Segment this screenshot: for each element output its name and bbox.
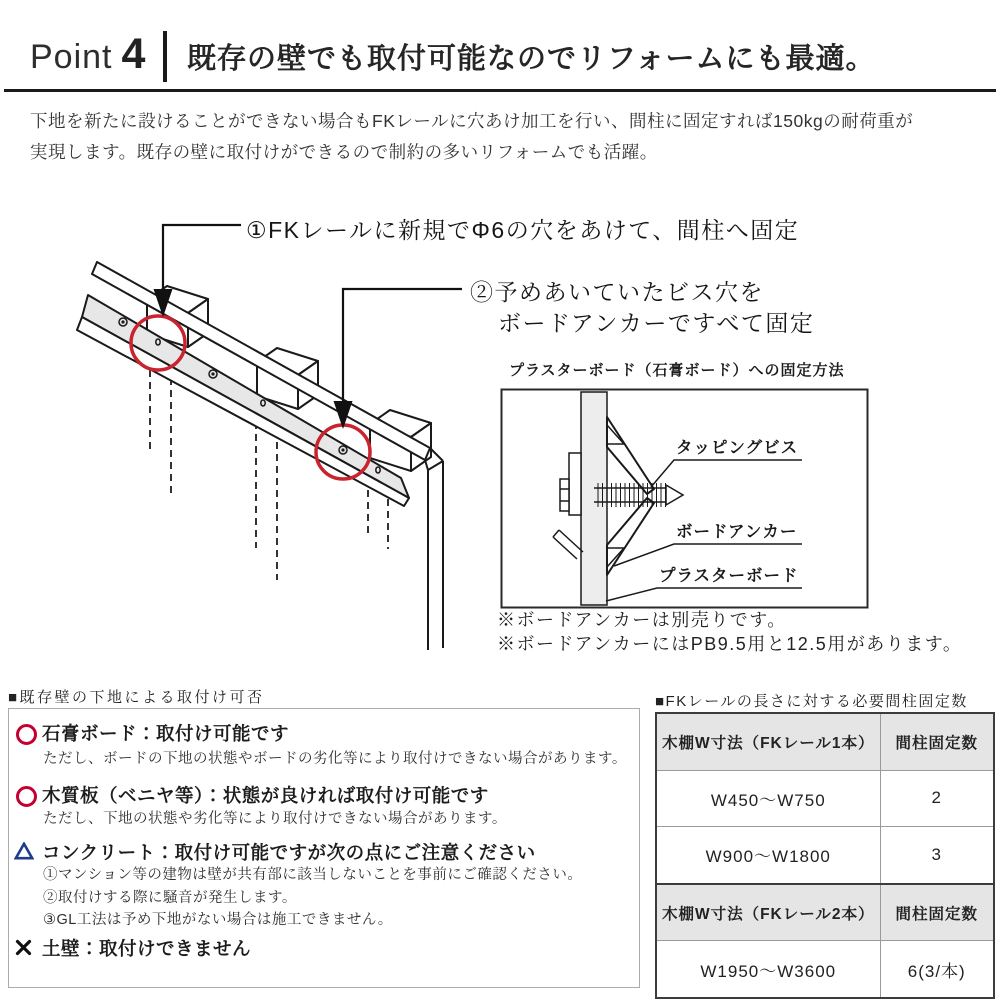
- intro-line-1: 下地を新たに設けることができない場合もFKレールに穴あけ加工を行い、間柱に固定すれば150kgの耐荷重が: [30, 111, 914, 131]
- table-cell: 6(3/本): [880, 941, 994, 998]
- header-rule: [4, 89, 996, 92]
- point-label: Point: [30, 38, 113, 76]
- plaster-board-shape: [581, 392, 607, 605]
- rail-table-heading: ■FKレールの長さに対する必要間柱固定数: [655, 693, 968, 710]
- label-plaster-board: プラスターボード: [659, 567, 799, 585]
- point-number: 4: [121, 30, 146, 78]
- header-divider: [163, 31, 167, 82]
- substrate-item-2-title: 木質板（ベニヤ等）：状態が良ければ取付け可能です: [42, 785, 489, 806]
- table-cell: 3: [880, 827, 994, 884]
- callout-2-line2: ボードアンカーですべて固定: [498, 310, 815, 336]
- substrate-item-2-note: ただし、下地の状態や劣化等により取付けできない場合があります。: [43, 811, 507, 827]
- substrate-item-4-title: 土壁：取付けできません: [42, 938, 252, 959]
- table-cell: W900～W1800: [656, 827, 880, 884]
- table-row: [656, 770, 994, 827]
- table-header-cell: 木棚W寸法（FKレール2本）: [656, 884, 880, 941]
- fixation-note-2: ※ボードアンカーにはPB9.5用と12.5用があります。: [497, 633, 963, 654]
- table-cell: W1950～W3600: [656, 941, 880, 998]
- table-cell: W450～W750: [656, 770, 880, 827]
- table-header-cell: 木棚W寸法（FKレール1本）: [656, 713, 880, 770]
- rail-fixing-table: [655, 712, 995, 999]
- intro-paragraph: [30, 106, 913, 168]
- fixation-box-title: プラスターボード（石膏ボード）への固定方法: [509, 362, 845, 379]
- table-row: [656, 827, 994, 884]
- table-row: [656, 941, 994, 998]
- fk-rail-diagram: [55, 190, 485, 670]
- tapping-screw-shape: [594, 483, 683, 507]
- fixation-notes: [497, 609, 962, 656]
- label-board-anchor: ボードアンカー: [676, 523, 798, 541]
- intro-line-2: 実現します。既存の壁に取付けができるので制約の多いリフォームでも活躍。: [30, 142, 658, 162]
- table-header-cell: 間柱固定数: [880, 884, 994, 941]
- substrate-item-3-note-2: ②取付けする際に騒音が発生します。: [43, 890, 297, 906]
- substrate-item-1-title: 石膏ボード：取付け可能です: [42, 723, 290, 744]
- table-header-cell: 間柱固定数: [880, 713, 994, 770]
- fixation-note-1: ※ボードアンカーは別売りです。: [497, 610, 787, 630]
- substrate-item-3-note-3: ③GL工法は予め下地がない場合は施工できません。: [43, 912, 393, 928]
- callout-1: ①FKレールに新規でΦ6の穴をあけて、間柱へ固定: [246, 217, 800, 243]
- red-circle-icon: [16, 786, 37, 807]
- substrate-item-3-title: コンクリート：取付け可能ですが次の点にご注意ください: [42, 842, 536, 863]
- substrate-item-1-note: ただし、ボードの下地の状態やボードの劣化等により取付けできない場合があります。: [43, 751, 627, 767]
- substrate-item-3-note-1: ①マンション等の建物は壁が共有部に該当しないことを事前にご確認ください。: [43, 867, 583, 883]
- blue-triangle-icon: [14, 842, 34, 860]
- substrate-heading: ■既存壁の下地による取付け可否: [8, 689, 265, 706]
- label-tapping-screw: タッピングビス: [676, 439, 799, 457]
- point-badge: [30, 30, 145, 79]
- red-circle-icon: [16, 724, 37, 745]
- table-cell: 2: [880, 770, 994, 827]
- page-title: 既存の壁でも取付可能なのでリフォームにも最適。: [187, 43, 876, 75]
- anchor-cross-section-diagram: [500, 388, 870, 610]
- table-header-row: [656, 713, 994, 770]
- table-header-row: [656, 884, 994, 941]
- callout-2-line1: ②予めあいていたビス穴を: [470, 279, 764, 305]
- x-mark-icon: [15, 939, 32, 956]
